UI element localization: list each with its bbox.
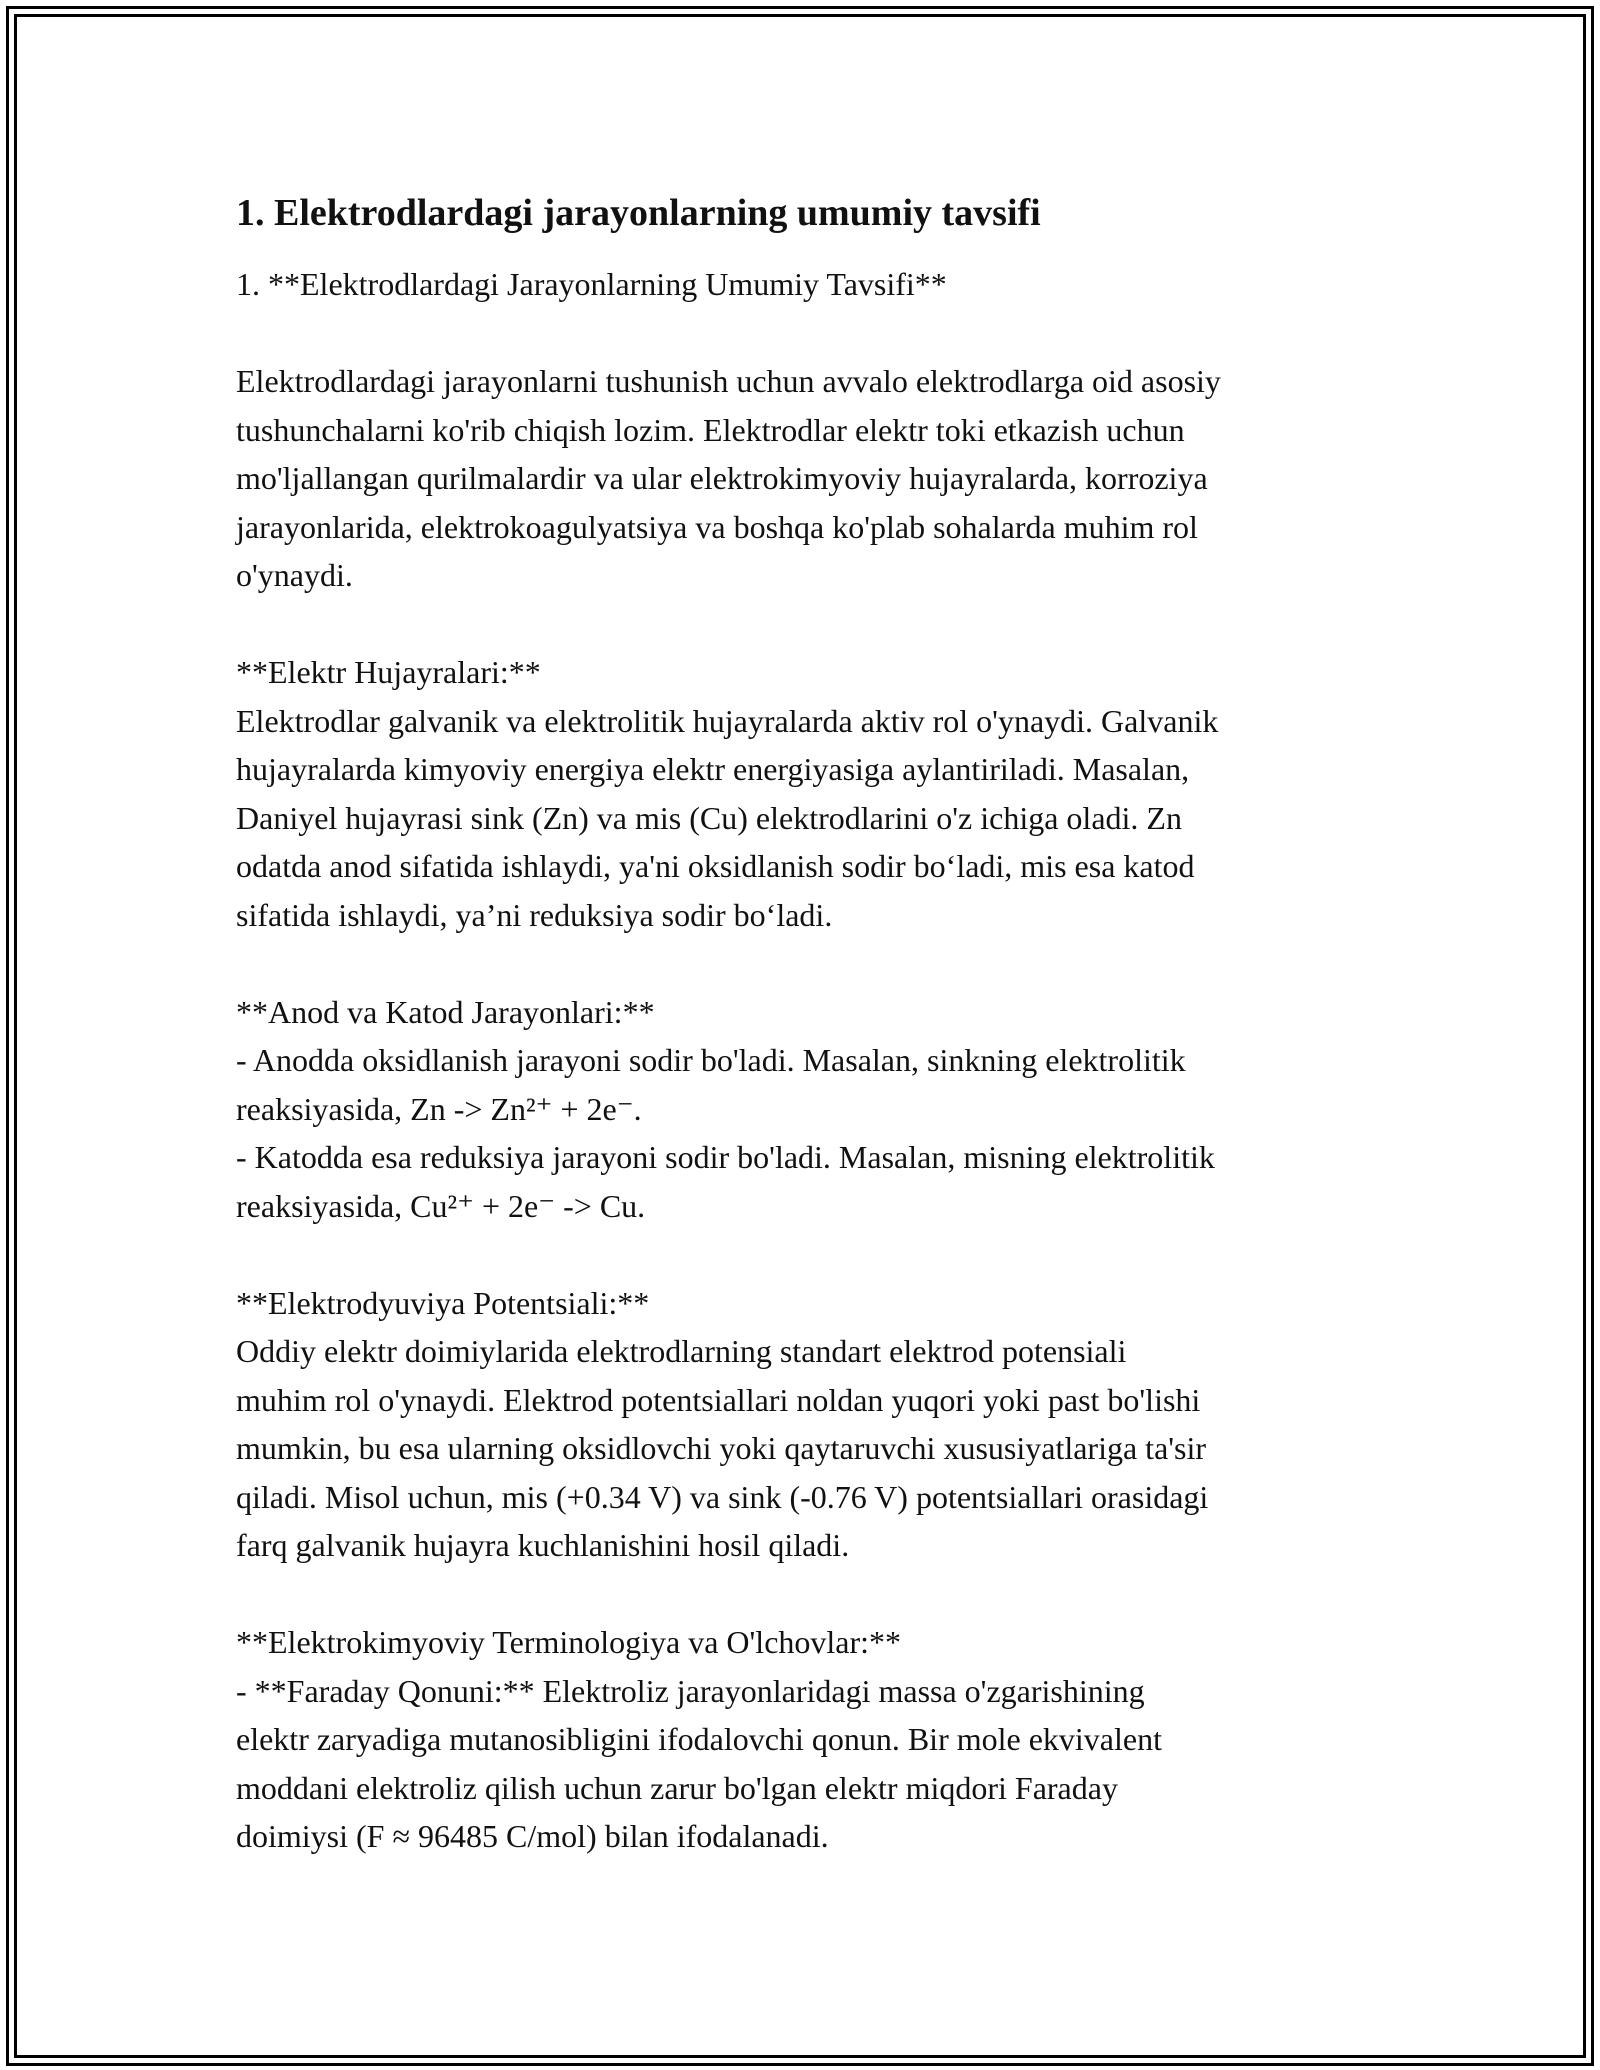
section-line: reaksiyasida, Cu²⁺ + 2e⁻ -> Cu.: [236, 1187, 646, 1224]
section-elektr-hujayralari: [236, 648, 1376, 939]
document-title: 1. Elektrodlardagi jarayonlarning umumiy tavsifi: [236, 192, 1041, 234]
section-line: sifatida ishlaydi, ya’ni reduksiya sodir bo‘ladi.: [236, 896, 833, 933]
paragraph-gap: [236, 309, 1376, 358]
section-heading: **Elektrokimyoviy Terminologiya va O'lchovlar:**: [236, 1624, 902, 1660]
intro-paragraph: [236, 357, 1376, 600]
section-elektrod-potentsiali: [236, 1279, 1376, 1570]
intro-line: jarayonlarida, elektrokoagulyatsiya va boshqa ko'plab sohalarda muhim rol: [236, 508, 1198, 545]
section-heading: **Elektrodyuviya Potentsiali:**: [236, 1284, 650, 1321]
document-body: [236, 188, 1376, 1861]
section-line: - Anodda oksidlanish jarayoni sodir bo'ladi. Masalan, sinkning elektrolitik: [236, 1042, 1186, 1078]
section-line: moddani elektroliz qilish uchun zarur bo'lgan elektr miqdori Faraday: [236, 1769, 1118, 1806]
intro-line: Elektrodlardagi jarayonlarni tushunish uchun avvalo elektrodlarga oid asosiy: [236, 363, 1221, 399]
section-line: doimiysi (F ≈ 96485 C/mol) bilan ifodalanadi.: [236, 1818, 829, 1854]
section-anod-katod: [236, 988, 1376, 1231]
intro-line: o'ynaydi.: [236, 557, 353, 593]
section-line: Oddiy elektr doimiylarida elektrodlarning standart elektrod potensiali: [236, 1333, 1127, 1369]
section-line: mumkin, bu esa ularning oksidlovchi yoki qaytaruvchi xususiyatlariga ta'sir: [236, 1430, 1207, 1466]
section-line: muhim rol o'ynaydi. Elektrod potentsiallari noldan yuqori yoki past bo'lishi: [236, 1381, 1201, 1418]
paragraph-gap: [236, 939, 1376, 988]
document-subtitle: 1. **Elektrodlardagi Jarayonlarning Umumiy Tavsifi**: [236, 266, 947, 302]
intro-line: tushunchalarni ko'rib chiqish lozim. Elektrodlar elektr toki etkazish uchun: [236, 411, 1185, 448]
section-line: Elektrodlar galvanik va elektrolitik hujayralarda aktiv rol o'ynaydi. Galvanik: [236, 702, 1219, 739]
section-line: - **Faraday Qonuni:** Elektroliz jarayonlaridagi massa o'zgarishining: [236, 1672, 1145, 1709]
section-heading: **Anod va Katod Jarayonlari:**: [236, 993, 655, 1030]
section-line: reaksiyasida, Zn -> Zn²⁺ + 2e⁻.: [236, 1090, 642, 1127]
section-line: hujayralarda kimyoviy energiya elektr energiyasiga aylantiriladi. Masalan,: [236, 751, 1190, 787]
section-line: Daniyel hujayrasi sink (Zn) va mis (Cu) elektrodlarini o'z ichiga oladi. Zn: [236, 799, 1182, 836]
section-terminologiya: [236, 1618, 1376, 1861]
intro-line: mo'ljallangan qurilmalardir va ular elektrokimyoviy hujayralarda, korroziya: [236, 460, 1208, 496]
section-line: - Katodda esa reduksiya jarayoni sodir bo'ladi. Masalan, misning elektrolitik: [236, 1139, 1215, 1175]
paragraph-gap: [236, 1230, 1376, 1279]
paragraph-gap: [236, 600, 1376, 649]
section-line: farq galvanik hujayra kuchlanishini hosil qiladi.: [236, 1527, 850, 1563]
section-line: elektr zaryadiga mutanosibligini ifodalovchi qonun. Bir mole ekvivalent: [236, 1721, 1162, 1757]
section-line: odatda anod sifatida ishlaydi, ya'ni oksidlanish sodir bo‘ladi, mis esa katod: [236, 848, 1195, 884]
section-line: qiladi. Misol uchun, mis (+0.34 V) va sink (-0.76 V) potentsiallari orasidagi: [236, 1478, 1209, 1515]
section-heading: **Elektr Hujayralari:**: [236, 654, 541, 690]
paragraph-gap: [236, 1570, 1376, 1619]
